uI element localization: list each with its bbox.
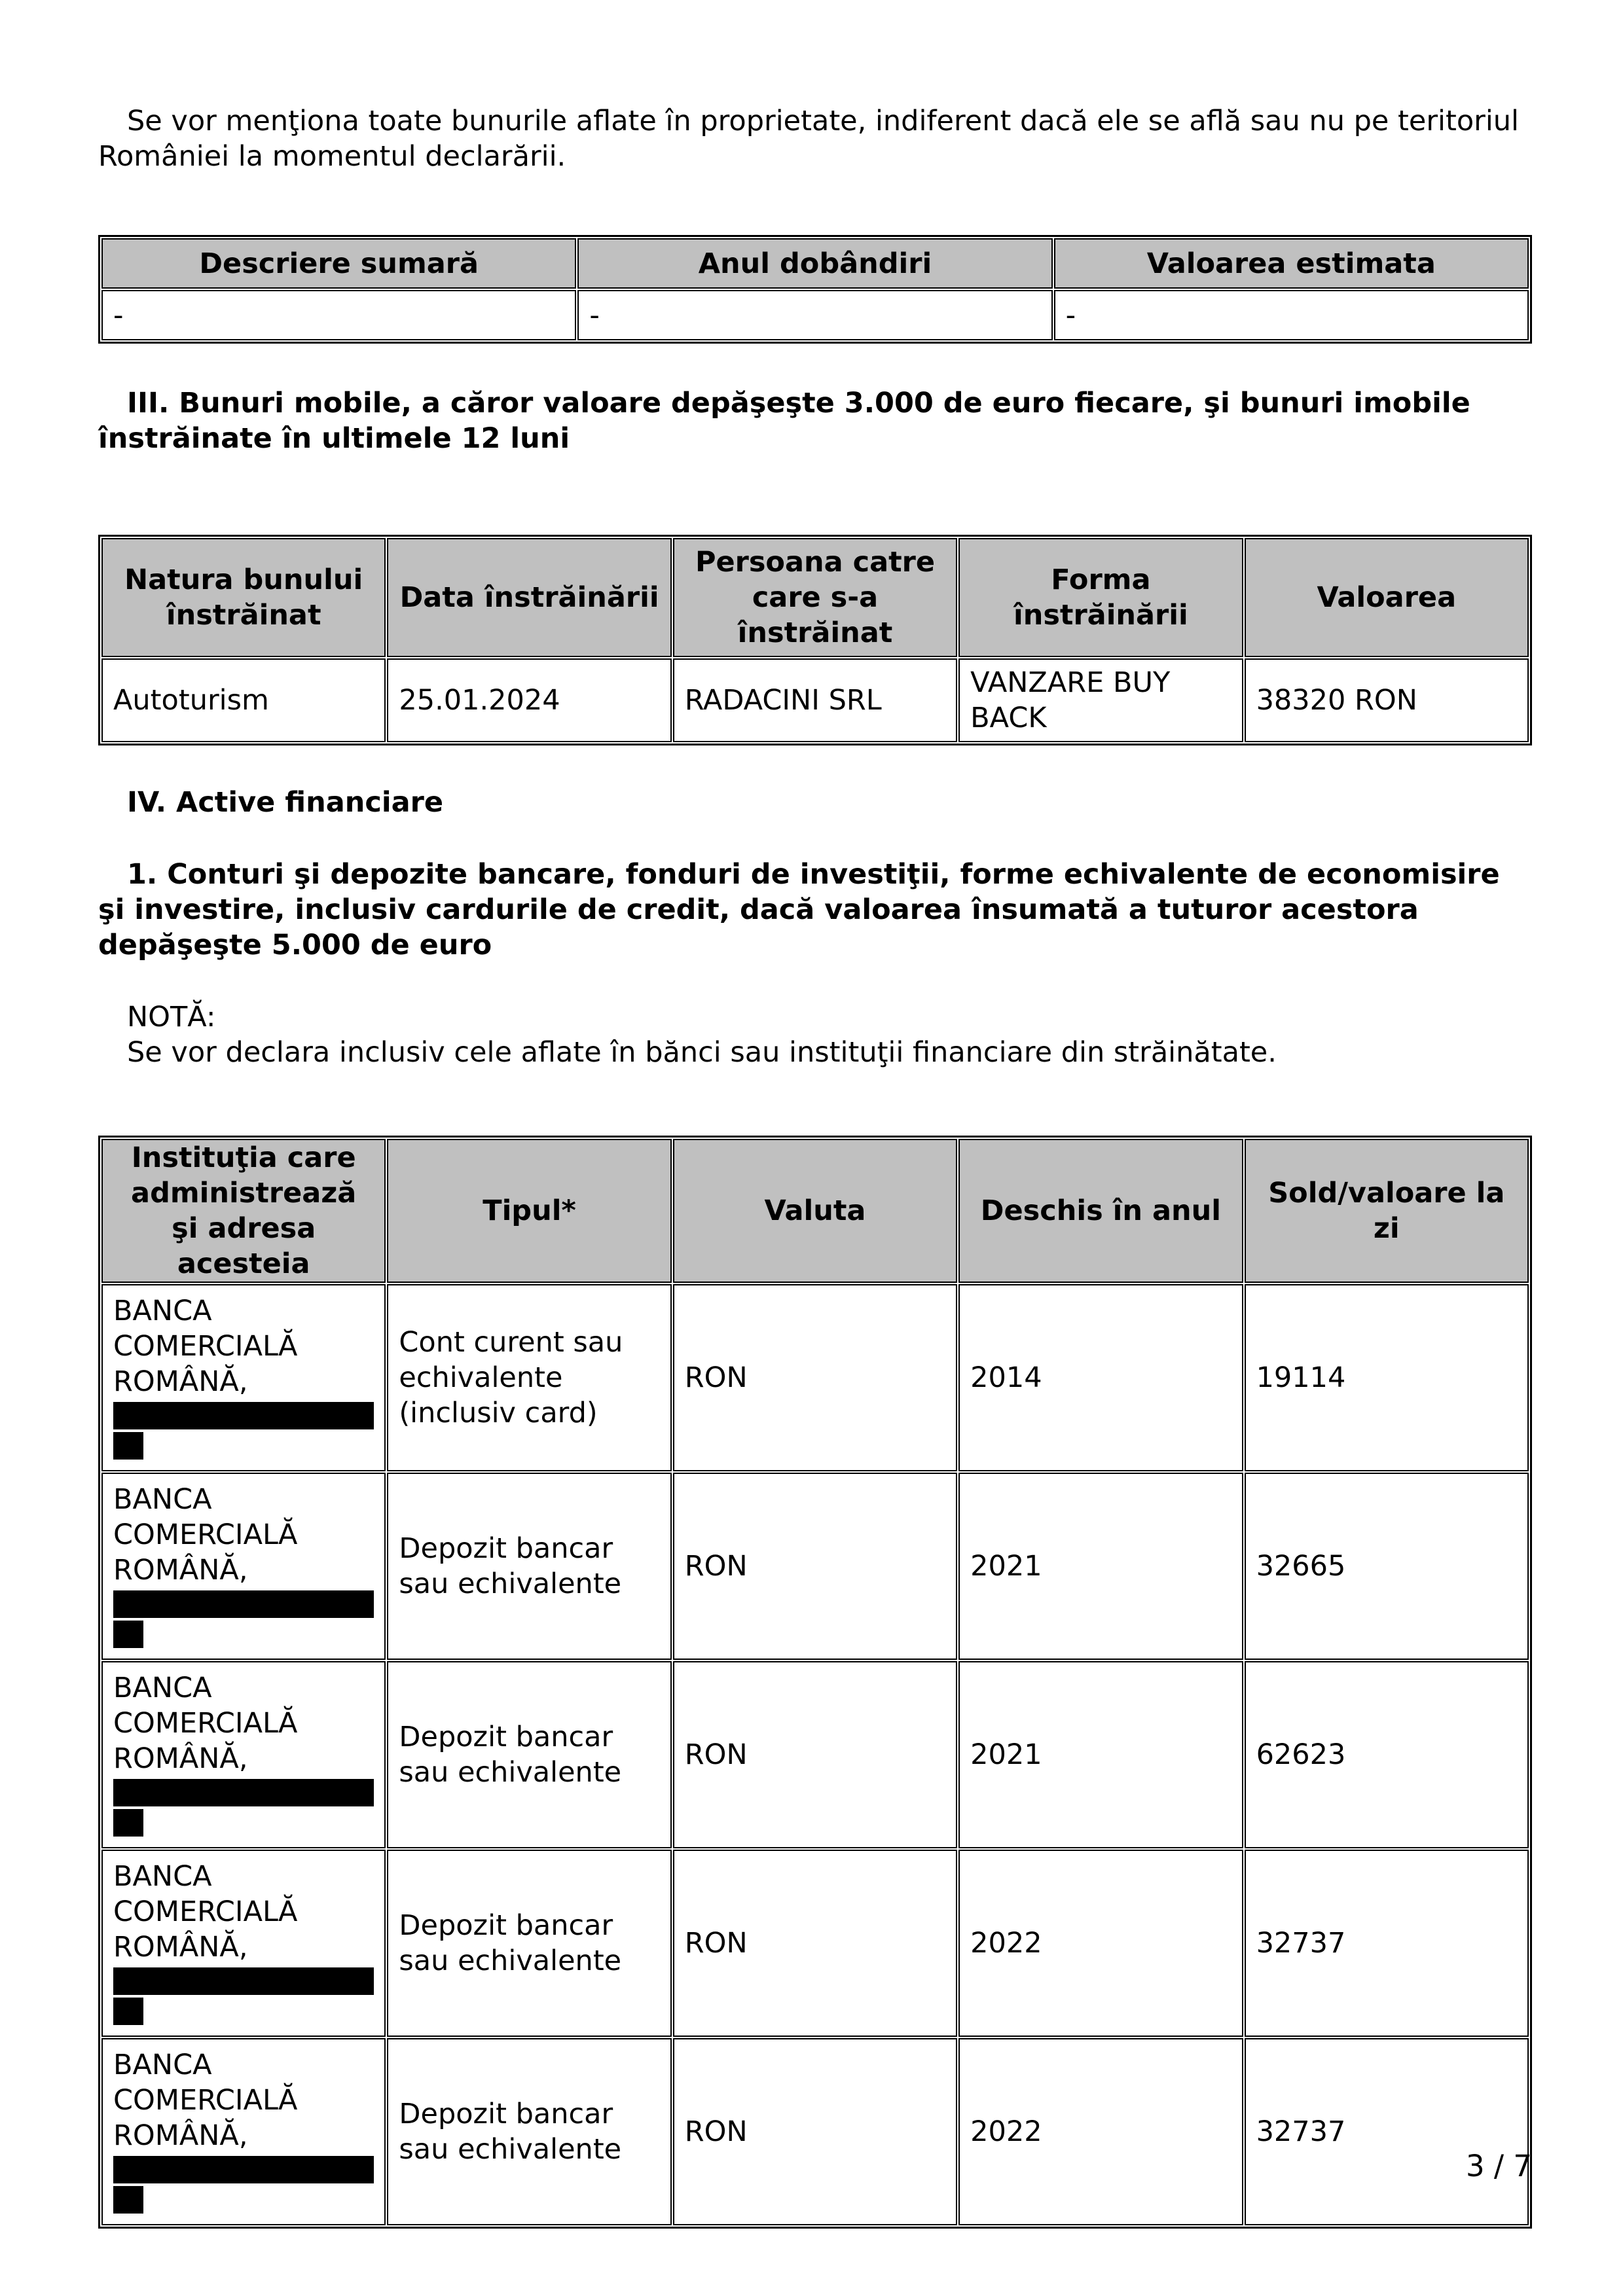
header-cell: Natura bunului înstrăinat <box>101 538 386 657</box>
header-cell: Descriere sumară <box>101 238 576 289</box>
section-heading-3: III. Bunuri mobile, a căror valoare depăşeşte 3.000 de euro fiecare, şi bunuri imobile înstrăinate în ultimele 12 luni <box>98 387 1470 455</box>
redacted-address <box>113 1998 143 2025</box>
redacted-address <box>113 1402 374 1429</box>
table-cell: RON <box>673 1850 957 2037</box>
institution-cell <box>101 2038 386 2225</box>
table-cell: Depozit bancar sau echivalente <box>387 1473 671 1660</box>
note-label: NOTĂ: <box>127 1001 216 1033</box>
table-row <box>101 1850 1529 2037</box>
assets-table <box>98 235 1532 344</box>
table-row <box>101 658 1529 742</box>
institution-name: BANCA COMERCIALĂ ROMÂNĂ, <box>113 1860 298 1964</box>
table-cell: 2014 <box>958 1284 1243 1471</box>
note-text: Se vor declara inclusiv cele aflate în bănci sau instituţii financiare din străinătate. <box>127 1036 1277 1069</box>
table-cell: RON <box>673 1661 957 1848</box>
header-cell: Instituţia care administrează şi adresa acesteia <box>101 1139 386 1283</box>
institution-name: BANCA COMERCIALĂ ROMÂNĂ, <box>113 1295 298 1398</box>
table-cell: 32737 <box>1245 2038 1529 2225</box>
redacted-address <box>113 1432 143 1460</box>
header-cell: Valoarea <box>1245 538 1529 657</box>
page-number: 3 / 7 <box>1465 2149 1532 2183</box>
header-cell: Valuta <box>673 1139 957 1283</box>
header-cell: Valoarea estimata <box>1054 238 1529 289</box>
table-row <box>101 1661 1529 1848</box>
institution-cell <box>101 1473 386 1660</box>
institution-name: BANCA COMERCIALĂ ROMÂNĂ, <box>113 1672 298 1775</box>
table-cell: Cont curent sau echivalente (inclusiv card) <box>387 1284 671 1471</box>
table-cell: 2022 <box>958 2038 1243 2225</box>
redacted-address <box>113 1809 143 1837</box>
table-cell: Depozit bancar sau echivalente <box>387 1850 671 2037</box>
institution-name: BANCA COMERCIALĂ ROMÂNĂ, <box>113 1483 298 1587</box>
intro-paragraph: Se vor menţiona toate bunurile aflate în proprietate, indiferent dacă ele se află sau nu pe teritoriul României la momentul declarării. <box>98 105 1519 173</box>
table-cell: 32737 <box>1245 1850 1529 2037</box>
table-cell: 25.01.2024 <box>387 658 671 742</box>
institution-cell <box>101 1284 386 1471</box>
table-header-row <box>101 538 1529 657</box>
table-row <box>101 1473 1529 1660</box>
section-heading-4: IV. Active financiare <box>127 786 443 819</box>
table-cell: 32665 <box>1245 1473 1529 1660</box>
institution-cell <box>101 1661 386 1848</box>
table-cell: RON <box>673 1284 957 1471</box>
table-cell: VANZARE BUY BACK <box>958 658 1243 742</box>
table-row <box>101 1284 1529 1471</box>
table-cell: - <box>577 290 1052 340</box>
table-cell: Depozit bancar sau echivalente <box>387 1661 671 1848</box>
table-cell: 38320 RON <box>1245 658 1529 742</box>
table-cell: RON <box>673 2038 957 2225</box>
institution-name: BANCA COMERCIALĂ ROMÂNĂ, <box>113 2049 298 2152</box>
table-cell: 2021 <box>958 1473 1243 1660</box>
table-cell: - <box>1054 290 1529 340</box>
table-cell: - <box>101 290 576 340</box>
table-cell: RADACINI SRL <box>673 658 957 742</box>
redacted-address <box>113 1590 374 1618</box>
header-cell: Forma înstrăinării <box>958 538 1243 657</box>
header-cell: Tipul* <box>387 1139 671 1283</box>
table-header-row <box>101 238 1529 289</box>
redacted-address <box>113 2186 143 2214</box>
redacted-address <box>113 1967 374 1995</box>
header-cell: Persoana catre care s-a înstrăinat <box>673 538 957 657</box>
header-cell: Anul dobândiri <box>577 238 1052 289</box>
table-cell: RON <box>673 1473 957 1660</box>
redacted-address <box>113 1779 374 1806</box>
table-row <box>101 290 1529 340</box>
redacted-address <box>113 2156 374 2183</box>
table-cell: Depozit bancar sau echivalente <box>387 2038 671 2225</box>
table-cell: 2022 <box>958 1850 1243 2037</box>
table-cell: 19114 <box>1245 1284 1529 1471</box>
document-page <box>98 103 1532 2229</box>
alienated-goods-table <box>98 535 1532 745</box>
redacted-address <box>113 1621 143 1648</box>
table-header-row <box>101 1139 1529 1283</box>
table-cell: Autoturism <box>101 658 386 742</box>
institution-cell <box>101 1850 386 2037</box>
subsection-heading: 1. Conturi şi depozite bancare, fonduri de investiţii, forme echivalente de economisire şi investire, inclusiv cardurile de credit, dacă valoarea însumată a tuturor acestora depăşeşte 5.000 de euro <box>98 858 1500 961</box>
header-cell: Sold/valoare la zi <box>1245 1139 1529 1283</box>
bank-accounts-table <box>98 1136 1532 2229</box>
table-row <box>101 2038 1529 2225</box>
table-cell: 2021 <box>958 1661 1243 1848</box>
header-cell: Data înstrăinării <box>387 538 671 657</box>
table-cell: 62623 <box>1245 1661 1529 1848</box>
header-cell: Deschis în anul <box>958 1139 1243 1283</box>
